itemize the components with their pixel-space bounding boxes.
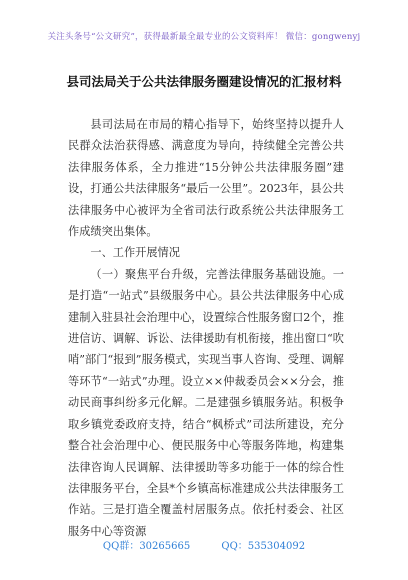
qq-contact: QQ：535304092 xyxy=(221,541,306,552)
intro-paragraph: 县司法局在市局的精心指导下，始终坚持以提升人民群众法治获得感、满意度为导向，持续健全完善公共法律服务体系，全力推进“15分钟公共法律服务圈”建设，打通公共法律服务“最后一公里”。2023年，县公共法律服务中心被评为全省司法行政系统公共法律服务工作成绩突出集体。 xyxy=(68,118,344,239)
footer-contact-bar xyxy=(0,537,408,552)
qq-group-contact: QQ群：30265665 xyxy=(102,541,191,552)
document-body xyxy=(68,114,344,542)
header-banner: 关注头条号“公文研究”，获得最新最全最专业的公文资料库！ 微信：gongwenyj xyxy=(47,32,361,42)
section-paragraph: （一）聚焦平台升级，完善法律服务基础设施。一是打造“一站式”县级服务中心。县公共法律服务中心成建制入驻县社会治理中心，设置综合性服务窗口2个，推进信访、调解、诉讼、法律援助有机衔接，推出窗口“吹哨”部门“报到”服务模式，实现当事人咨询、受理、调解等环节“一站式”办理。设立××仲裁委员会××分会，推动民商事纠纷多元化解。二是建强乡镇服务站。积极争取乡镇党委政府支持，结合“枫桥式”司法所建设，充分整合社会治理中心、便民服务中心等服务阵地，构建集法律咨询人民调解、法律援助等多功能于一体的综合性法律服务平台，全县*个乡镇高标准建成公共法律服务工作站。三是打造全覆盖村居服务点。依托村委会、社区服务中心等资源 xyxy=(68,267,344,538)
section-heading: 一、工作开展情况 xyxy=(90,246,180,260)
document-title: 县司法局关于公共法律服务圈建设情况的汇报材料 xyxy=(66,74,342,89)
